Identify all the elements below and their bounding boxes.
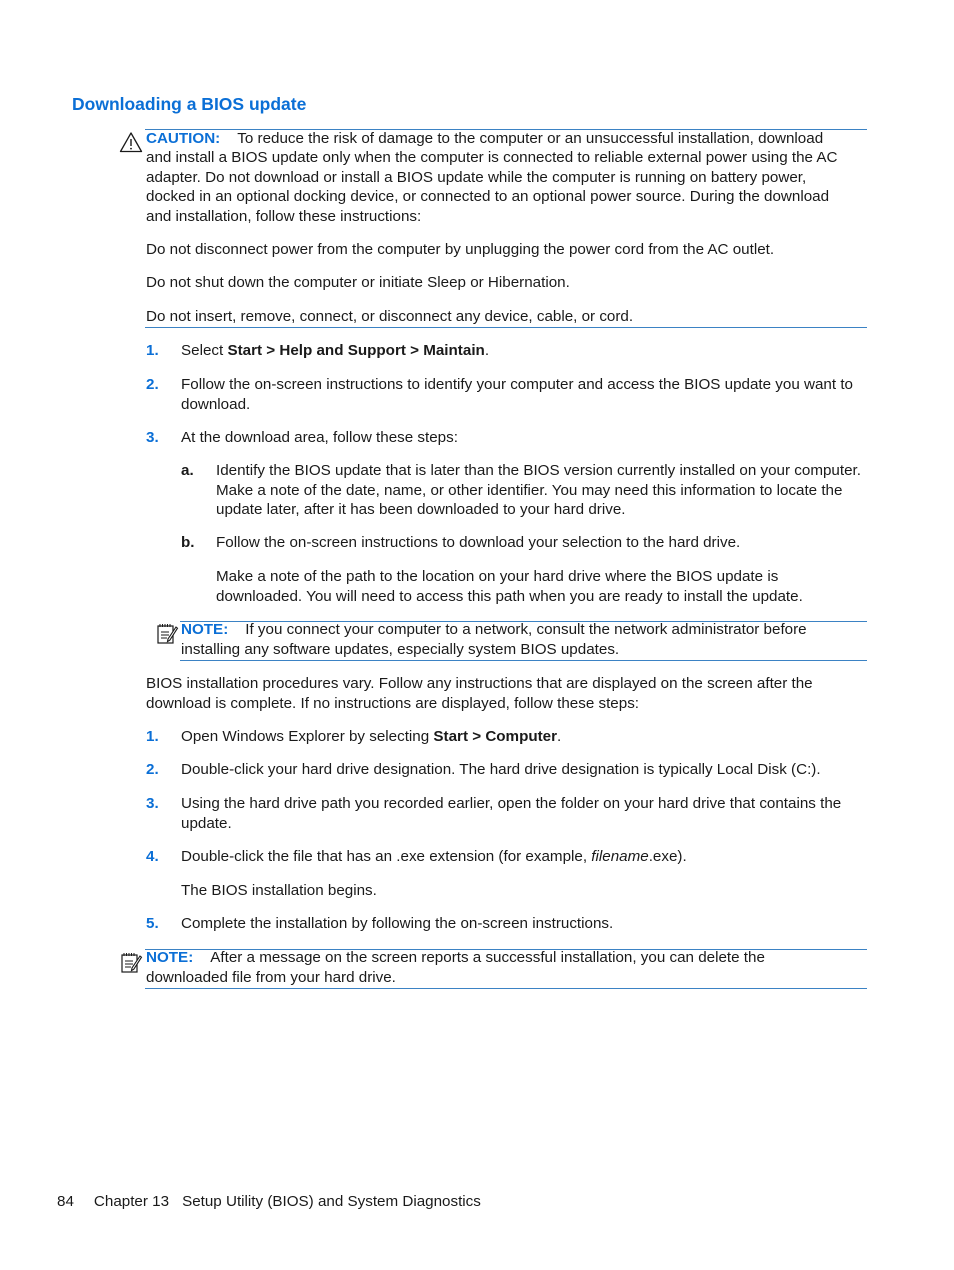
- note-icon: [155, 621, 179, 645]
- install-step5-text: Complete the installation by following the on-screen instructions.: [181, 915, 614, 932]
- install-step1-pre: Open Windows Explorer by selecting: [181, 728, 434, 745]
- substep-b-text: Follow the on-screen instructions to download your selection to the hard drive.: [216, 534, 741, 551]
- caution-label: CAUTION:: [146, 130, 221, 147]
- install-step4-filename: filename: [591, 848, 649, 865]
- step1-number: 1.: [146, 342, 159, 359]
- step3-number: 3.: [146, 429, 159, 446]
- caution-paragraph-2: Do not shut down the computer or initiate Sleep or Hibernation.: [146, 274, 570, 291]
- substep-b-note: Make a note of the path to the location on your hard drive where the BIOS update is downloaded. You will need to access this path when you are ready to install the update.: [216, 568, 803, 605]
- step1-text-post: .: [484, 342, 490, 359]
- page-footer: [57, 1192, 481, 1212]
- section-heading: Downloading a BIOS update: [72, 94, 307, 114]
- install-step2-number: 2.: [146, 761, 159, 778]
- substep-b-letter: b.: [181, 534, 195, 551]
- caution-triangle-icon: [119, 131, 143, 153]
- note2-label: NOTE:: [146, 949, 194, 966]
- step2-text: Follow the on-screen instructions to identify your computer and access the BIOS update you want to download.: [181, 376, 853, 413]
- footer-chapter: Chapter 13: [93, 1193, 170, 1210]
- install-step4-note: The BIOS installation begins.: [181, 882, 377, 899]
- footer-chapter-title: Setup Utility (BIOS) and System Diagnostics: [182, 1193, 481, 1210]
- install-intro: BIOS installation procedures vary. Follow any instructions that are displayed on the screen after the download is complete. If no instructions are displayed, follow these steps:: [146, 675, 813, 712]
- install-step4-post: .exe).: [648, 848, 687, 865]
- install-step5-number: 5.: [146, 915, 159, 932]
- note2-text-rest: downloaded file from your hard drive.: [146, 969, 396, 986]
- install-step3-text: Using the hard drive path you recorded earlier, open the folder on your hard drive that contains the update.: [181, 795, 842, 832]
- step3-text: At the download area, follow these steps:: [181, 429, 458, 446]
- step1-menu-path: Start > Help and Support > Maintain: [227, 342, 485, 359]
- install-step4-text: [181, 847, 867, 867]
- note1-label: NOTE:: [181, 621, 229, 638]
- caution-paragraph-3: Do not insert, remove, connect, or disconnect any device, cable, or cord.: [146, 308, 634, 325]
- note2-text-line1: After a message on the screen reports a successful installation, you can delete the: [210, 949, 765, 966]
- caution-text-line1: To reduce the risk of damage to the computer or an unsuccessful installation, download: [237, 130, 824, 147]
- note1-text-rest: installing any software updates, especially system BIOS updates.: [181, 641, 620, 658]
- caution-first-line: [146, 129, 868, 149]
- note1-text-line1: If you connect your computer to a network, consult the network administrator before: [245, 621, 807, 638]
- install-step2-text: Double-click your hard drive designation. The hard drive designation is typically Local Disk (C:).: [181, 761, 821, 778]
- caution-text-rest: and install a BIOS update only when the computer is connected to reliable external power using the AC adapter. Do not download or install a BIOS update while the computer is running on battery power, docked in an optional docking device, or connected to an optional power source. During the download and installation, follow these instructions:: [146, 149, 838, 225]
- note1-first-line: [181, 620, 871, 640]
- install-step1-menu-path: Start > Computer: [433, 728, 558, 745]
- caution-bottom-rule: [145, 327, 867, 328]
- install-step3-number: 3.: [146, 795, 159, 812]
- note1-bottom-rule: [180, 660, 867, 661]
- note2-first-line: [146, 948, 868, 968]
- install-step1-text: [181, 727, 867, 747]
- install-step4-number: 4.: [146, 848, 159, 865]
- step2-number: 2.: [146, 376, 159, 393]
- note-icon: [119, 950, 143, 974]
- note2-bottom-rule: [145, 988, 867, 989]
- step1-text-pre: Select: [181, 342, 228, 359]
- install-step1-number: 1.: [146, 728, 159, 745]
- install-step1-post: .: [557, 728, 562, 745]
- step1-text: [181, 341, 867, 361]
- substep-a-letter: a.: [181, 462, 194, 479]
- install-step4-pre: Double-click the file that has an .exe extension (for example,: [181, 848, 592, 865]
- page-number: 84: [57, 1193, 74, 1210]
- caution-paragraph-1: Do not disconnect power from the computer by unplugging the power cord from the AC outlet.: [146, 241, 775, 258]
- substep-a-text: Identify the BIOS update that is later than the BIOS version currently installed on your computer. Make a note of the date, name, or other identifier. You may need this information to locate the update later, after it has been downloaded to your hard drive.: [216, 462, 861, 518]
